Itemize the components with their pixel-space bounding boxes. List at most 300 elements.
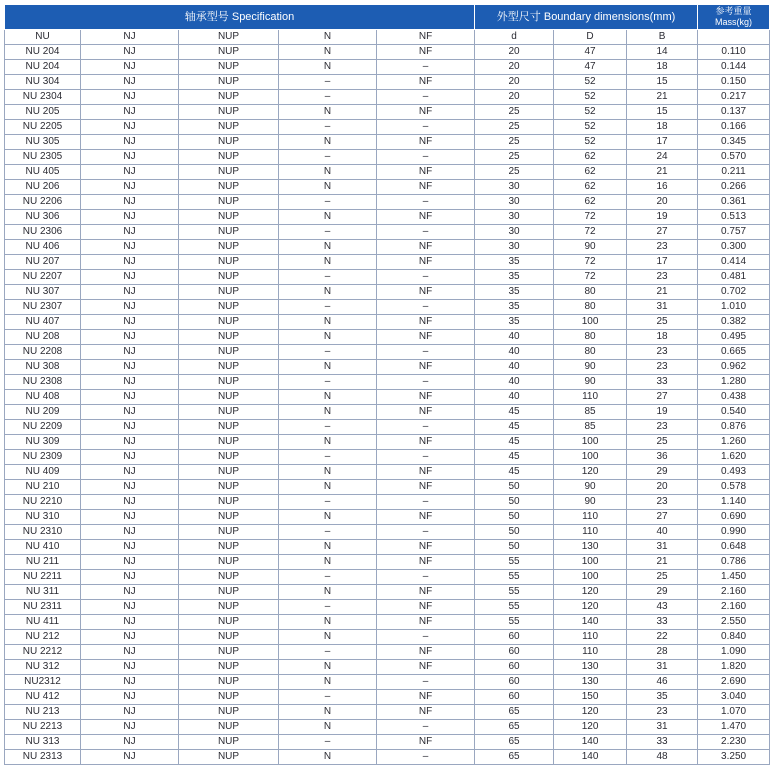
table-row	[5, 285, 770, 300]
nup-cell: NUP	[179, 690, 279, 705]
nu-cell: NU 308	[5, 360, 81, 375]
nj-cell: NJ	[81, 330, 179, 345]
nup-cell: NUP	[179, 435, 279, 450]
nj-cell: NJ	[81, 120, 179, 135]
n-cell: –	[279, 570, 377, 585]
b-cell: 23	[627, 270, 698, 285]
n-cell: N	[279, 285, 377, 300]
n-cell: –	[279, 270, 377, 285]
d-cell: 35	[475, 285, 554, 300]
mass-cell: 0.665	[698, 345, 770, 360]
b-cell: 28	[627, 645, 698, 660]
mass-cell: 0.702	[698, 285, 770, 300]
table-row	[5, 165, 770, 180]
outer-d-cell: 72	[554, 255, 627, 270]
nj-cell: NJ	[81, 225, 179, 240]
b-cell: 23	[627, 705, 698, 720]
nf-cell: NF	[377, 555, 475, 570]
b-cell: 23	[627, 345, 698, 360]
d-cell: 65	[475, 750, 554, 765]
nu-cell: NU 204	[5, 60, 81, 75]
header-row-main	[5, 5, 770, 30]
b-cell: 19	[627, 210, 698, 225]
nup-cell: NUP	[179, 390, 279, 405]
nj-cell: NJ	[81, 465, 179, 480]
nup-cell: NUP	[179, 570, 279, 585]
b-cell: 25	[627, 315, 698, 330]
nu-cell: NU 2309	[5, 450, 81, 465]
nu-cell: NU 2307	[5, 300, 81, 315]
mass-cell: 1.450	[698, 570, 770, 585]
d-cell: 50	[475, 525, 554, 540]
header-row-columns	[5, 30, 770, 45]
table-row	[5, 465, 770, 480]
mass-header: 参考重量 Mass(kg)	[698, 5, 770, 30]
nf-cell: NF	[377, 360, 475, 375]
d-cell: 20	[475, 60, 554, 75]
nf-cell: NF	[377, 540, 475, 555]
mass-cell: 0.578	[698, 480, 770, 495]
table-row	[5, 525, 770, 540]
nf-cell: NF	[377, 735, 475, 750]
n-cell: –	[279, 525, 377, 540]
nup-cell: NUP	[179, 165, 279, 180]
mass-cell: 0.648	[698, 540, 770, 555]
nj-cell: NJ	[81, 750, 179, 765]
nf-cell: NF	[377, 405, 475, 420]
b-cell: 17	[627, 135, 698, 150]
n-cell: N	[279, 660, 377, 675]
d-cell: 55	[475, 555, 554, 570]
nf-cell: NF	[377, 480, 475, 495]
nu-cell: NU 405	[5, 165, 81, 180]
d-cell: 60	[475, 675, 554, 690]
table-row	[5, 135, 770, 150]
outer-d-cell: 62	[554, 165, 627, 180]
table-row	[5, 420, 770, 435]
outer-d-cell: 130	[554, 660, 627, 675]
nu-cell: NU 2306	[5, 225, 81, 240]
nj-cell: NJ	[81, 105, 179, 120]
nf-cell: NF	[377, 105, 475, 120]
nup-cell: NUP	[179, 225, 279, 240]
nu-cell: NU 412	[5, 690, 81, 705]
d-cell: 25	[475, 165, 554, 180]
nup-cell: NUP	[179, 300, 279, 315]
nu-cell: NU 411	[5, 615, 81, 630]
nj-cell: NJ	[81, 165, 179, 180]
b-cell: 20	[627, 195, 698, 210]
d-cell: 65	[475, 705, 554, 720]
nf-cell: –	[377, 150, 475, 165]
nup-cell: NUP	[179, 675, 279, 690]
table-row	[5, 75, 770, 90]
b-cell: 31	[627, 720, 698, 735]
d-cell: 50	[475, 495, 554, 510]
outer-d-cell: 52	[554, 75, 627, 90]
n-cell: N	[279, 465, 377, 480]
nup-cell: NUP	[179, 525, 279, 540]
mass-cell: 3.250	[698, 750, 770, 765]
nup-cell: NUP	[179, 330, 279, 345]
mass-cell: 0.757	[698, 225, 770, 240]
outer-d-cell: 72	[554, 225, 627, 240]
d-cell: 40	[475, 330, 554, 345]
nj-cell: NJ	[81, 735, 179, 750]
d-cell: 40	[475, 345, 554, 360]
nj-cell: NJ	[81, 495, 179, 510]
nf-cell: –	[377, 300, 475, 315]
d-cell: 35	[475, 270, 554, 285]
b-cell: 25	[627, 570, 698, 585]
b-cell: 16	[627, 180, 698, 195]
nj-cell: NJ	[81, 240, 179, 255]
mass-cell: 0.513	[698, 210, 770, 225]
mass-cell: 1.090	[698, 645, 770, 660]
nf-cell: –	[377, 195, 475, 210]
table-row	[5, 540, 770, 555]
b-cell: 18	[627, 60, 698, 75]
nj-cell: NJ	[81, 450, 179, 465]
outer-d-cell: 140	[554, 750, 627, 765]
mass-cell: 3.040	[698, 690, 770, 705]
table-row	[5, 195, 770, 210]
outer-d-cell: 90	[554, 240, 627, 255]
nu-cell: NU 2205	[5, 120, 81, 135]
table-row	[5, 270, 770, 285]
mass-cell: 0.540	[698, 405, 770, 420]
nup-cell: NUP	[179, 120, 279, 135]
n-cell: N	[279, 480, 377, 495]
b-cell: 23	[627, 420, 698, 435]
n-cell: N	[279, 45, 377, 60]
nup-cell: NUP	[179, 405, 279, 420]
nu-cell: NU 310	[5, 510, 81, 525]
nup-cell: NUP	[179, 555, 279, 570]
outer-d-cell: 110	[554, 630, 627, 645]
nj-cell: NJ	[81, 525, 179, 540]
b-cell: 40	[627, 525, 698, 540]
nf-cell: NF	[377, 435, 475, 450]
nf-cell: NF	[377, 165, 475, 180]
nu-cell: NU 2308	[5, 375, 81, 390]
nup-cell: NUP	[179, 135, 279, 150]
nup-cell: NUP	[179, 540, 279, 555]
n-cell: –	[279, 195, 377, 210]
outer-d-cell: 80	[554, 285, 627, 300]
n-cell: –	[279, 300, 377, 315]
n-cell: N	[279, 330, 377, 345]
n-cell: N	[279, 60, 377, 75]
column-header: NU	[5, 30, 81, 45]
table-row	[5, 660, 770, 675]
b-cell: 36	[627, 450, 698, 465]
table-row	[5, 720, 770, 735]
n-cell: N	[279, 615, 377, 630]
n-cell: N	[279, 720, 377, 735]
b-cell: 18	[627, 330, 698, 345]
mass-cell: 2.690	[698, 675, 770, 690]
outer-d-cell: 110	[554, 525, 627, 540]
table-row	[5, 180, 770, 195]
outer-d-cell: 52	[554, 90, 627, 105]
column-header: N	[279, 30, 377, 45]
b-cell: 27	[627, 510, 698, 525]
n-cell: N	[279, 165, 377, 180]
nu-cell: NU 313	[5, 735, 81, 750]
table-row	[5, 45, 770, 60]
outer-d-cell: 52	[554, 120, 627, 135]
nu-cell: NU 2206	[5, 195, 81, 210]
nup-cell: NUP	[179, 150, 279, 165]
nf-cell: NF	[377, 75, 475, 90]
nup-cell: NUP	[179, 480, 279, 495]
b-cell: 33	[627, 375, 698, 390]
nf-cell: NF	[377, 465, 475, 480]
b-cell: 22	[627, 630, 698, 645]
n-cell: –	[279, 225, 377, 240]
nf-cell: NF	[377, 585, 475, 600]
nu-cell: NU 213	[5, 705, 81, 720]
nj-cell: NJ	[81, 45, 179, 60]
outer-d-cell: 52	[554, 105, 627, 120]
nu-cell: NU 2211	[5, 570, 81, 585]
nup-cell: NUP	[179, 450, 279, 465]
mass-cell: 2.550	[698, 615, 770, 630]
nj-cell: NJ	[81, 180, 179, 195]
nj-cell: NJ	[81, 720, 179, 735]
n-cell: –	[279, 345, 377, 360]
nup-cell: NUP	[179, 195, 279, 210]
b-cell: 29	[627, 465, 698, 480]
nu-cell: NU 2209	[5, 420, 81, 435]
b-cell: 27	[627, 390, 698, 405]
table-row	[5, 630, 770, 645]
nf-cell: –	[377, 720, 475, 735]
outer-d-cell: 72	[554, 210, 627, 225]
mass-cell: 0.150	[698, 75, 770, 90]
nf-cell: NF	[377, 645, 475, 660]
nj-cell: NJ	[81, 555, 179, 570]
nf-cell: –	[377, 225, 475, 240]
nj-cell: NJ	[81, 150, 179, 165]
n-cell: N	[279, 180, 377, 195]
nj-cell: NJ	[81, 630, 179, 645]
table-row	[5, 360, 770, 375]
n-cell: N	[279, 555, 377, 570]
table-row	[5, 90, 770, 105]
mass-cell: 1.010	[698, 300, 770, 315]
nj-cell: NJ	[81, 360, 179, 375]
nj-cell: NJ	[81, 600, 179, 615]
column-header-mass	[698, 30, 770, 45]
n-cell: N	[279, 540, 377, 555]
table-row	[5, 645, 770, 660]
table-row	[5, 675, 770, 690]
outer-d-cell: 140	[554, 615, 627, 630]
d-cell: 35	[475, 315, 554, 330]
nf-cell: NF	[377, 705, 475, 720]
bearing-spec-table-container	[4, 4, 769, 765]
nj-cell: NJ	[81, 570, 179, 585]
nup-cell: NUP	[179, 615, 279, 630]
nf-cell: –	[377, 495, 475, 510]
n-cell: N	[279, 750, 377, 765]
nj-cell: NJ	[81, 660, 179, 675]
nu-cell: NU 209	[5, 405, 81, 420]
nj-cell: NJ	[81, 90, 179, 105]
nf-cell: –	[377, 450, 475, 465]
nu-cell: NU 2213	[5, 720, 81, 735]
nup-cell: NUP	[179, 255, 279, 270]
nu-cell: NU 2305	[5, 150, 81, 165]
nup-cell: NUP	[179, 90, 279, 105]
n-cell: –	[279, 735, 377, 750]
d-cell: 50	[475, 510, 554, 525]
nu-cell: NU 305	[5, 135, 81, 150]
table-row	[5, 120, 770, 135]
nj-cell: NJ	[81, 210, 179, 225]
d-cell: 55	[475, 570, 554, 585]
d-cell: 25	[475, 105, 554, 120]
d-cell: 55	[475, 585, 554, 600]
mass-cell: 0.144	[698, 60, 770, 75]
n-cell: N	[279, 390, 377, 405]
nf-cell: –	[377, 630, 475, 645]
n-cell: N	[279, 585, 377, 600]
nup-cell: NUP	[179, 285, 279, 300]
nup-cell: NUP	[179, 240, 279, 255]
table-row	[5, 750, 770, 765]
d-cell: 40	[475, 390, 554, 405]
d-cell: 60	[475, 645, 554, 660]
b-cell: 21	[627, 165, 698, 180]
nj-cell: NJ	[81, 255, 179, 270]
n-cell: –	[279, 600, 377, 615]
nj-cell: NJ	[81, 345, 179, 360]
b-cell: 23	[627, 240, 698, 255]
outer-d-cell: 120	[554, 600, 627, 615]
d-cell: 25	[475, 135, 554, 150]
b-cell: 21	[627, 555, 698, 570]
n-cell: –	[279, 495, 377, 510]
table-body	[5, 45, 770, 765]
b-cell: 17	[627, 255, 698, 270]
nf-cell: –	[377, 750, 475, 765]
table-row	[5, 105, 770, 120]
nu-cell: NU 2304	[5, 90, 81, 105]
d-cell: 40	[475, 360, 554, 375]
table-row	[5, 735, 770, 750]
nu-cell: NU 408	[5, 390, 81, 405]
dimensions-header: 外型尺寸 Boundary dimensions(mm)	[475, 5, 698, 30]
n-cell: N	[279, 210, 377, 225]
mass-cell: 0.382	[698, 315, 770, 330]
nj-cell: NJ	[81, 60, 179, 75]
nf-cell: –	[377, 90, 475, 105]
nf-cell: NF	[377, 390, 475, 405]
b-cell: 15	[627, 105, 698, 120]
d-cell: 45	[475, 405, 554, 420]
table-row	[5, 405, 770, 420]
mass-cell: 0.495	[698, 330, 770, 345]
outer-d-cell: 80	[554, 345, 627, 360]
nup-cell: NUP	[179, 705, 279, 720]
outer-d-cell: 52	[554, 135, 627, 150]
n-cell: N	[279, 705, 377, 720]
b-cell: 46	[627, 675, 698, 690]
nf-cell: NF	[377, 285, 475, 300]
table-row	[5, 210, 770, 225]
nu-cell: NU 2212	[5, 645, 81, 660]
table-row	[5, 705, 770, 720]
d-cell: 30	[475, 240, 554, 255]
n-cell: N	[279, 255, 377, 270]
nu-cell: NU 407	[5, 315, 81, 330]
nf-cell: NF	[377, 690, 475, 705]
table-row	[5, 240, 770, 255]
table-row	[5, 60, 770, 75]
mass-cell: 2.160	[698, 585, 770, 600]
nf-cell: –	[377, 525, 475, 540]
outer-d-cell: 72	[554, 270, 627, 285]
outer-d-cell: 120	[554, 705, 627, 720]
d-cell: 25	[475, 150, 554, 165]
nup-cell: NUP	[179, 510, 279, 525]
b-cell: 23	[627, 495, 698, 510]
outer-d-cell: 120	[554, 465, 627, 480]
d-cell: 45	[475, 435, 554, 450]
b-cell: 48	[627, 750, 698, 765]
nup-cell: NUP	[179, 270, 279, 285]
d-cell: 30	[475, 210, 554, 225]
nup-cell: NUP	[179, 630, 279, 645]
b-cell: 33	[627, 615, 698, 630]
table-row	[5, 450, 770, 465]
nf-cell: NF	[377, 600, 475, 615]
table-row	[5, 375, 770, 390]
column-header: D	[554, 30, 627, 45]
outer-d-cell: 90	[554, 480, 627, 495]
b-cell: 33	[627, 735, 698, 750]
outer-d-cell: 47	[554, 60, 627, 75]
column-header: B	[627, 30, 698, 45]
nf-cell: –	[377, 60, 475, 75]
n-cell: –	[279, 645, 377, 660]
mass-cell: 0.217	[698, 90, 770, 105]
nf-cell: NF	[377, 255, 475, 270]
mass-cell: 1.820	[698, 660, 770, 675]
outer-d-cell: 150	[554, 690, 627, 705]
nu-cell: NU 306	[5, 210, 81, 225]
table-row	[5, 225, 770, 240]
outer-d-cell: 130	[554, 675, 627, 690]
nu-cell: NU 204	[5, 45, 81, 60]
d-cell: 65	[475, 720, 554, 735]
b-cell: 14	[627, 45, 698, 60]
outer-d-cell: 47	[554, 45, 627, 60]
nj-cell: NJ	[81, 435, 179, 450]
mass-cell: 1.470	[698, 720, 770, 735]
n-cell: –	[279, 120, 377, 135]
b-cell: 31	[627, 300, 698, 315]
outer-d-cell: 140	[554, 735, 627, 750]
n-cell: N	[279, 675, 377, 690]
mass-cell: 0.438	[698, 390, 770, 405]
nu-cell: NU 211	[5, 555, 81, 570]
nup-cell: NUP	[179, 495, 279, 510]
nup-cell: NUP	[179, 180, 279, 195]
